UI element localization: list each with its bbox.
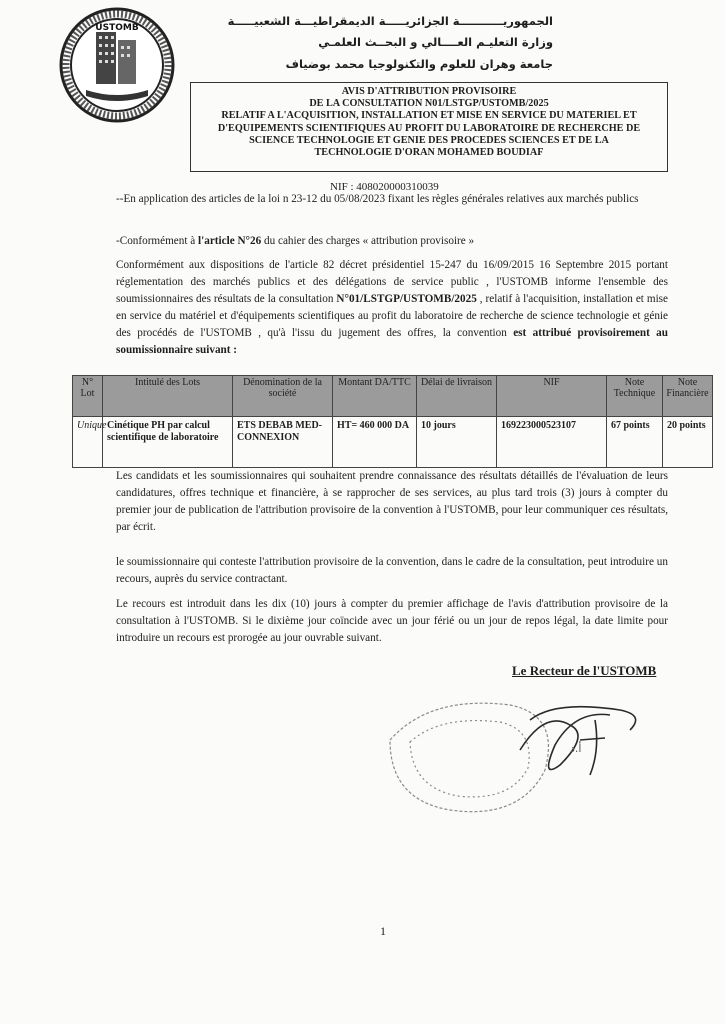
column-header: NIF	[497, 376, 607, 417]
paragraph-consultation-results: Les candidats et les soumissionnaires qui souhaitent prendre connaissance des résultats détaillés de l'évaluation de leurs candidatures, offres technique et financière, à se rapprocher de ses services, au plus tard trois (3) jours à compter du premier jour de publication de l'attribution provisoire de la convention à l'USTOMB, pour leur communiquer ces résultats, par écrit.	[116, 470, 668, 533]
column-header: Note Financière	[663, 376, 713, 417]
cell-intitule: Cinétique PH par calcul scientifique de laboratoire	[103, 417, 233, 468]
official-stamp-signature	[370, 680, 670, 830]
cell-delai: 10 jours	[417, 417, 497, 468]
paragraph-law: --En application des articles de la loi n 23-12 du 05/08/2023 fixant les règles générales relatives aux marchés publics	[116, 193, 639, 205]
cell-lot: Unique	[73, 417, 103, 468]
page-number: 1	[380, 924, 386, 938]
title-line: SCIENCE TECHNOLOGIE ET GENIE DES PROCEDES SCIENCES ET DE LA	[249, 134, 609, 146]
title-line: DE LA CONSULTATION N01/LSTGP/USTOMB/2025	[309, 98, 549, 110]
svg-text:أ.د: أ.د	[570, 742, 582, 755]
arabic-ministry-line: وزارة التعليـم العــــالي و البحــث العلمـي	[318, 35, 553, 49]
cell-montant: HT= 460 000 DA	[333, 417, 417, 468]
svg-text:USTOMB: USTOMB	[95, 23, 139, 33]
paragraph-article: -Conformément à l'article N°26 du cahier des charges « attribution provisoire »	[116, 235, 475, 247]
column-header: Montant DA/TTC	[333, 376, 417, 417]
cell-note-financiere: 20 points	[663, 417, 713, 468]
table-header-row	[73, 376, 713, 417]
results-table	[72, 375, 713, 468]
cell-nif: 169223000523107	[497, 417, 607, 468]
column-header: Délai de livraison	[417, 376, 497, 417]
signatory-title: Le Recteur de l'USTOMB	[512, 663, 657, 678]
title-line: TECHNOLOGIE D'ORAN MOHAMED BOUDIAF	[314, 147, 544, 159]
cell-societe: ETS DEBAB MED-CONNEXION	[233, 417, 333, 468]
arabic-university-line: جامعة وهران للعلوم والتكنولوجيا محمد بوضياف	[285, 57, 553, 71]
arabic-republic-line: الجمهوريـــــــــــة الجزائريـــــة الديمقراطيـــة الشعبيـــــة	[227, 14, 553, 28]
title-line: D'EQUIPEMENTS SCIENTIFIQUES AU PROFIT DU LABORATOIRE DE RECHERCHE DE	[217, 122, 641, 134]
notice-title-box	[190, 82, 668, 172]
column-header: N° Lot	[73, 376, 103, 417]
paragraph-appeal-deadline: Le recours est introduit dans les dix (10) jours à compter du premier affichage de l'avis d'attribution provisoire de la consultation à l'USTOMB. Si le dixième jour coïncide avec un jour férié ou un jour de repos légal, la date limite pour introduire un recours est prorogée au jour ouvrable suivant.	[116, 598, 668, 644]
paragraph-contest: le soumissionnaire qui conteste l'attribution provisoire de la convention, dans le cadre de la consultation, peut introduire un recours, auprès du service contractant.	[116, 556, 668, 585]
column-header: Dénomination de la société	[233, 376, 333, 417]
column-header: Intitulé des Lots	[103, 376, 233, 417]
paragraph-decree: Conformément aux dispositions de l'article 82 décret présidentiel 15-247 du 16/09/2015 16 Septembre 2015 portant réglementation des marchés publics et des délégations de service public , l'USTOMB informe l'ensemble des soumissionnaires des résultats de la consultation N°01/LSTGP/USTOMB/2025 , relatif à l'acquisition, installation et mise en service du matériel et d'équipements scientifiques au profit du laboratoire de recherche de science technologie et génie des procédés de l'USTOMB , qu'à l'issu du jugement des offres, la convention est attribué provisoirement au soumissionnaire suivant :	[116, 259, 668, 356]
table-row	[73, 417, 713, 468]
column-header: Note Technique	[607, 376, 663, 417]
cell-note-technique: 67 points	[607, 417, 663, 468]
title-line: AVIS D'ATTRIBUTION PROVISOIRE	[341, 86, 517, 97]
nif-number: NIF : 408020000310039	[330, 181, 439, 193]
title-line: RELATIF A L'ACQUISITION, INSTALLATION ET MISE EN SERVICE DU MATERIEL ET	[221, 110, 637, 122]
university-logo	[58, 6, 176, 124]
